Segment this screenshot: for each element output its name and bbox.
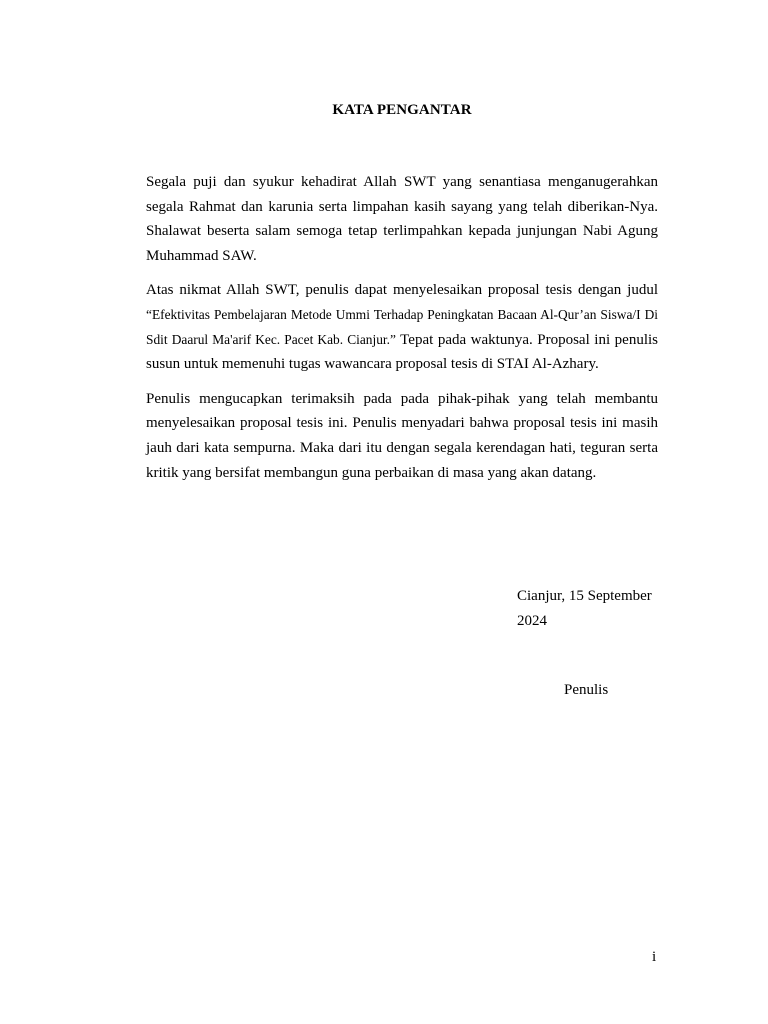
thesis-title-quote: “Efektivitas Pembelajaran Metode Ummi Terhadap Peningkatan Bacaan Al-Qur’an Siswa/I Di Sdit Daarul Ma'arif Kec. Pacet Kab. Cianjur.” bbox=[146, 306, 658, 347]
closing-place-date bbox=[517, 584, 677, 634]
paragraph-intro-text: Atas nikmat Allah SWT, penulis dapat menyelesaikan proposal tesis dengan judul bbox=[146, 282, 658, 299]
paragraph-acknowledgement: Penulis mengucapkan terimaksih pada pada pihak-pihak yang telah membantu menyelesaikan proposal tesis ini. Penulis menyadari bahwa proposal tesis ini masih jauh dari kata sempurna. Maka dari itu dengan segala kerendagan hati, teguran serta kritik yang bersifat membangun guna perbaikan di masa yang akan datang. bbox=[146, 390, 658, 481]
signer-label: Penulis bbox=[564, 682, 609, 698]
paragraph-rest-text: Tepat pada waktunya. Proposal ini penulis susun untuk memenuhi tugas wawancara proposal tesis di STAI Al-Azhary. bbox=[146, 331, 658, 373]
page-number: i bbox=[652, 949, 657, 965]
closing-date-line-2: 2024 bbox=[517, 613, 547, 629]
closing-date-line-1: Cianjur, 15 September bbox=[517, 588, 652, 604]
paragraph-thesis-title bbox=[146, 278, 658, 376]
page-title: KATA PENGANTAR bbox=[332, 102, 472, 118]
document-body bbox=[146, 170, 658, 495]
paragraph-opening: Segala puji dan syukur kehadirat Allah SWT yang senantiasa menganugerahkan segala Rahmat dan karunia serta limpahan kasih sayang yang telah diberikan-Nya. Shalawat beserta salam semoga tetap terlimpahkan kepada junjungan Nabi Agung Muhammad SAW. bbox=[146, 174, 658, 264]
